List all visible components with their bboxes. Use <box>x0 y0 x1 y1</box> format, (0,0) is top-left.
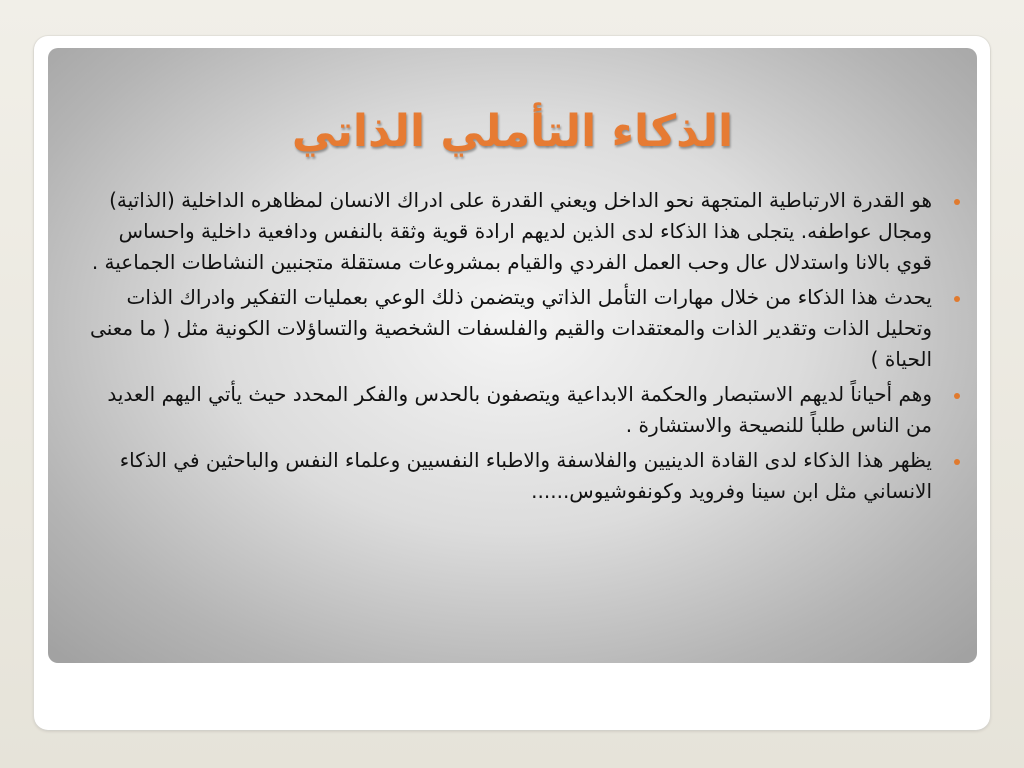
bullet-text: يحدث هذا الذكاء من خلال مهارات التأمل الذاتي ويتضمن ذلك الوعي بعمليات التفكير وادراك الذات وتحليل الذات وتقدير الذات والمعتقدات والقيم والفلسفات الشخصية والتساؤلات الكونية مثل ( ما معنى الحياة ) <box>90 285 932 371</box>
slide-title: الذكاء التأملي الذاتي <box>291 106 734 157</box>
bullet-dot-icon <box>954 459 960 465</box>
bullet-dot-icon <box>954 199 960 205</box>
bullet-text: هو القدرة الارتباطية المتجهة نحو الداخل ويعني القدرة على ادراك الانسان لمظاهره الداخلية (الذاتية) ومجال عواطفه. يتجلى هذا الذكاء لدى الذين لديهم ارادة قوية وثقة بالنفس ودافعية داخلية واحساس قوي بالانا واستدلال عال وحب العمل الفردي والقيام بمشروعات مستقلة متجنبين النشاطات الجماعية . <box>91 188 932 274</box>
bullet-item <box>80 445 960 507</box>
bullet-text: وهم أحياناً لديهم الاستبصار والحكمة الابداعية ويتصفون بالحدس والفكر المحدد حيث يأتي اليهم العديد من الناس طلباً للنصيحة والاستشارة . <box>107 382 932 437</box>
bullet-item <box>80 282 960 375</box>
bullet-dot-icon <box>954 296 960 302</box>
bullet-item <box>80 379 960 441</box>
bullet-text: يظهر هذا الذكاء لدى القادة الدينيين والفلاسفة والاطباء النفسيين وعلماء النفس والباحثين في الذكاء الانساني مثل ابن سينا وفرويد وكونفوشيوس...... <box>119 448 932 503</box>
bullet-list <box>80 185 960 511</box>
bullet-dot-icon <box>954 393 960 399</box>
bullet-item <box>80 185 960 278</box>
